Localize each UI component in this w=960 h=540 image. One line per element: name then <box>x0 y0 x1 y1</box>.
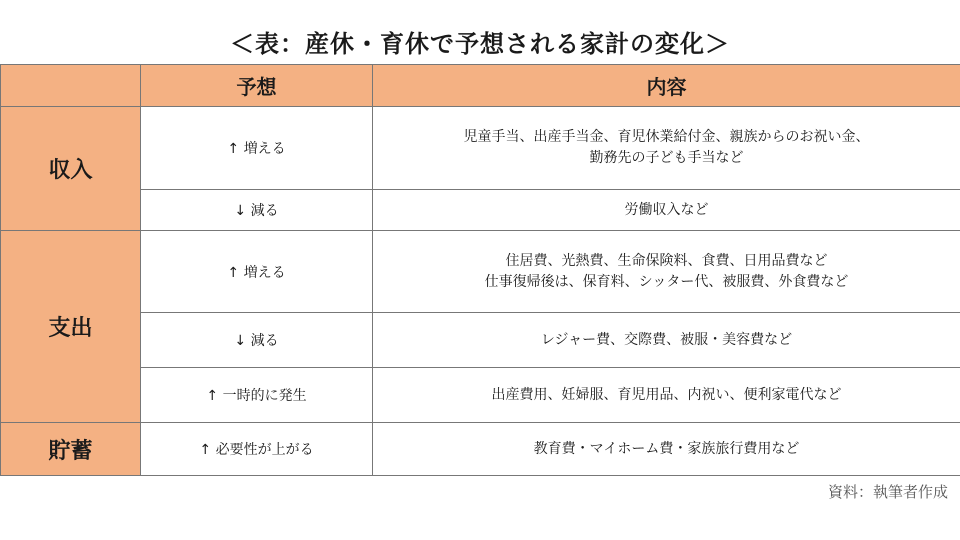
content-line: 仕事復帰後は、保育料、シッター代、被服費、外食費など <box>484 273 849 290</box>
content-line: 教育費・マイホーム費・家族旅行費用など <box>533 440 800 457</box>
trend-cell: ↑ 一時的に発生 <box>141 368 373 423</box>
header-row <box>1 65 960 107</box>
header-cell-content: 内容 <box>373 65 960 107</box>
content-line: 勤務先の子ども手当など <box>589 150 744 166</box>
trend-cell: ↑ 必要性が上がる <box>141 423 373 476</box>
trend-cell: ↓ 減る <box>141 190 373 231</box>
trend-cell: ↑ 増える <box>141 231 373 313</box>
content-line: レジャー費、交際費、被服・美容費など <box>540 331 793 348</box>
table-row <box>1 231 960 313</box>
content-cell <box>373 190 960 231</box>
trend-cell: ↓ 減る <box>141 313 373 368</box>
table-row <box>1 190 960 231</box>
category-cell-income: 収入 <box>1 107 141 231</box>
content-line: 住居費、光熱費、生命保険料、食費、日用品費など <box>505 252 828 269</box>
page-title: ＜表：産休・育休で予想される家計の変化＞ <box>230 30 730 58</box>
household-change-table <box>0 64 960 476</box>
content-cell <box>373 231 960 313</box>
content-cell <box>373 368 960 423</box>
table-row <box>1 313 960 368</box>
table-row <box>1 423 960 476</box>
content-line: 児童手当、出産手当金、育児休業給付金、親族からのお祝い金、 <box>463 129 870 145</box>
content-cell <box>373 107 960 190</box>
content-cell <box>373 313 960 368</box>
table-row <box>1 368 960 423</box>
content-line: 出産費用、妊婦服、育児用品、内祝い、便利家電代など <box>491 386 842 403</box>
header-cell-forecast: 予想 <box>141 65 373 107</box>
source-note: 資料：執筆者作成 <box>827 483 948 501</box>
trend-cell: ↑ 増える <box>141 107 373 190</box>
content-cell <box>373 423 960 476</box>
content-line: 労働収入など <box>624 201 709 218</box>
category-cell-savings: 貯蓄 <box>1 423 141 476</box>
header-cell-category <box>1 65 141 107</box>
category-cell-expense: 支出 <box>1 231 141 423</box>
table-row <box>1 107 960 190</box>
